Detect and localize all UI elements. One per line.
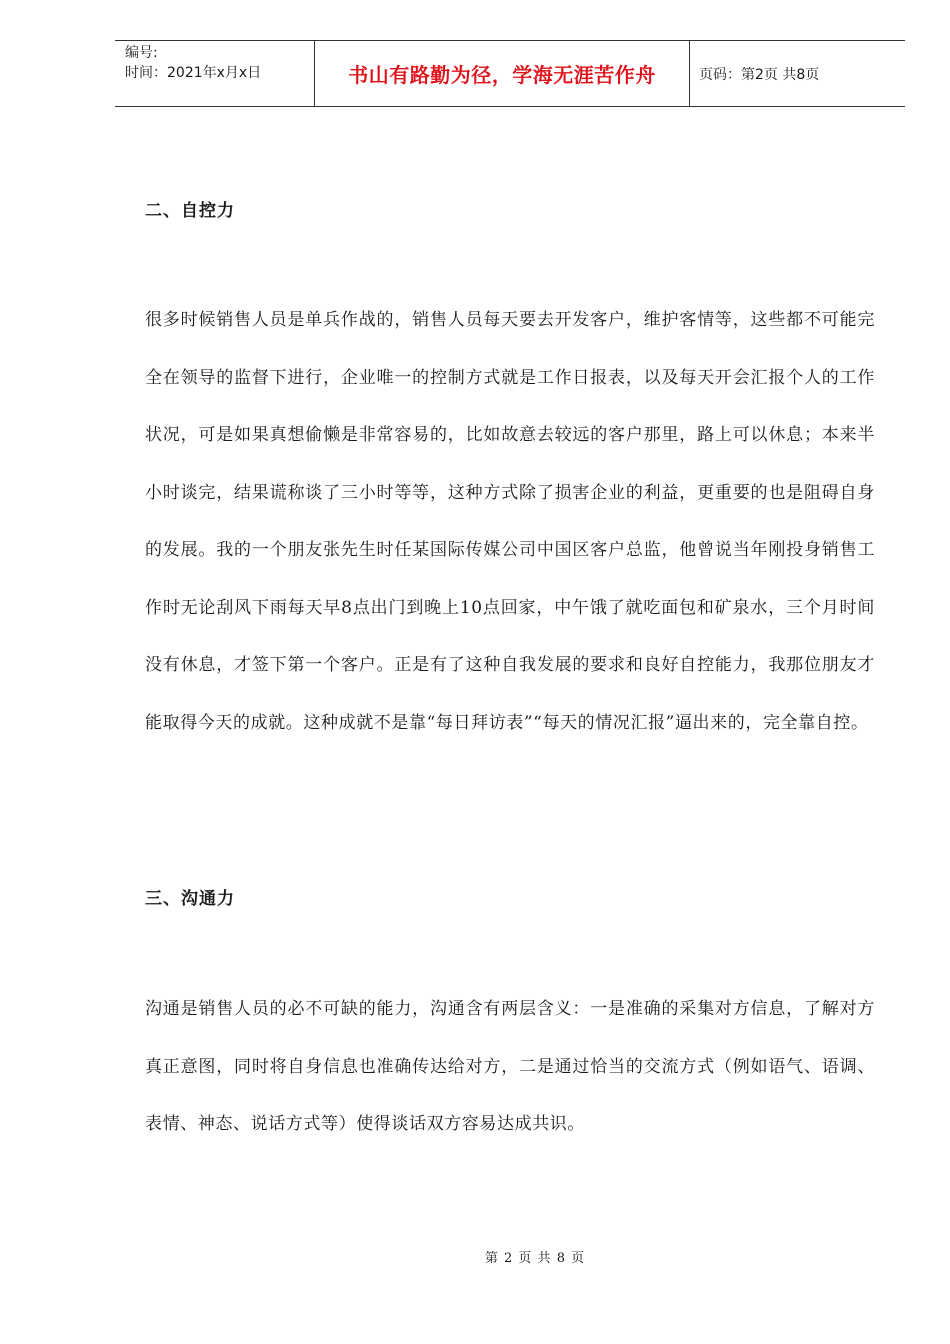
section-heading-self-control: 二、自控力 bbox=[145, 201, 235, 221]
header-meta bbox=[115, 41, 315, 106]
section-paragraph-self-control: 很多时候销售人员是单兵作战的，销售人员每天要去开发客户，维护客情等，这些都不可能完全在领导的监督下进行，企业唯一的控制方式就是工作日报表，以及每天开会汇报个人的工作状况，可是如果真想偷懒是非常容易的，比如故意去较远的客户那里，路上可以休息；本来半小时谈完，结果谎称谈了三小时等等，这种方式除了损害企业的利益，更重要的也是阻碍自身的发展。我的一个朋友张先生时任某国际传媒公司中国区客户总监，他曾说当年刚投身销售工作时无论刮风下雨每天早8点出门到晚上10点回家，中午饿了就吃面包和矿泉水，三个月时间没有休息，才签下第一个客户。正是有了这种自我发展的要求和良好自控能力，我那位朋友才能取得今天的成就。这种成就不是靠“每日拜访表”“每天的情况汇报”逼出来的，完全靠自控。 bbox=[145, 310, 875, 733]
header-motto: 书山有路勤为径，学海无涯苦作舟 bbox=[315, 41, 690, 106]
number-label: 编号: bbox=[125, 45, 158, 61]
page-header bbox=[115, 40, 905, 107]
time-label: 时间：2021年x月x日 bbox=[125, 65, 262, 81]
header-page-info: 页码：第2页 共8页 bbox=[699, 66, 820, 83]
section-paragraph-communication: 沟通是销售人员的必不可缺的能力，沟通含有两层含义：一是准确的采集对方信息，了解对方真正意图，同时将自身信息也准确传达给对方，二是通过恰当的交流方式（例如语气、语调、表情、神态、说话方式等）使得谈话双方容易达成共识。 bbox=[145, 999, 875, 1134]
section-heading-communication: 三、沟通力 bbox=[145, 889, 235, 909]
page-footer: 第 2 页 共 8 页 bbox=[484, 1251, 586, 1266]
